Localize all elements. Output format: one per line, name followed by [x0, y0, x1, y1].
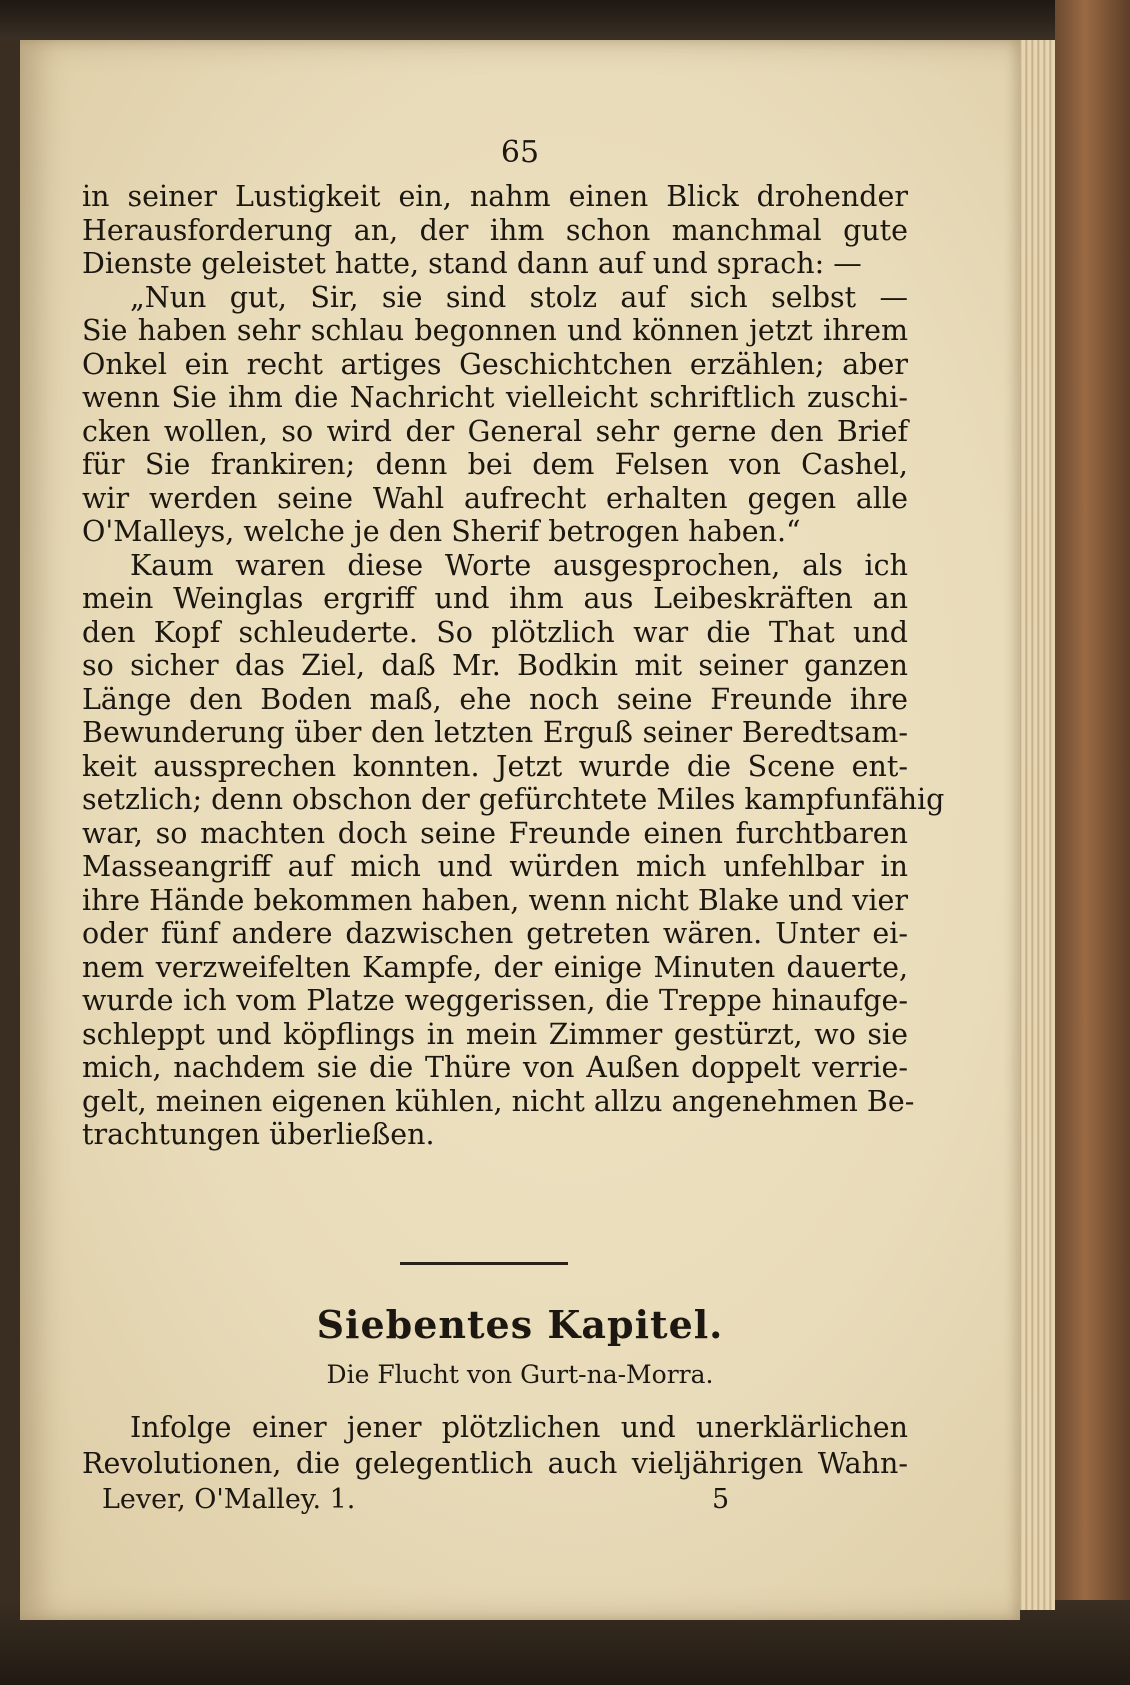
- text-line: wir werden seine Wahl aufrecht erhalten gegen alle: [82, 481, 908, 515]
- text-line: „Nun gut, Sir, sie sind stolz auf sich selbst —: [130, 280, 908, 314]
- text-line: O'Malleys, welche je den Sherif betrogen haben.“: [82, 515, 801, 548]
- text-line: Dienste geleistet hatte, stand dann auf und sprach: —: [82, 247, 862, 280]
- chapter-title: Siebentes Kapitel.: [316, 1302, 724, 1347]
- text-line: ihre Hände bekommen haben, wenn nicht Blake und vier: [82, 883, 908, 917]
- page-footer: [102, 1484, 742, 1515]
- text-line: nem verzweifelten Kampfe, der einige Minuten dauerte,: [82, 950, 908, 984]
- book-cover-top: [0, 0, 1130, 40]
- text-line: in seiner Lustigkeit ein, nahm einen Blick drohender: [82, 180, 908, 213]
- text-line: Bewunderung über den letzten Erguß seiner Beredtsam-: [82, 716, 908, 749]
- text-line: Masseangriff auf mich und würden mich unfehlbar in: [82, 850, 908, 883]
- text-line: für Sie frankiren; denn bei dem Felsen von Cashel,: [82, 448, 908, 481]
- text-line: den Kopf schleuderte. So plötzlich war die That und: [82, 615, 908, 649]
- text-line: Revolutionen, die gelegentlich auch vieljährigen Wahn-: [82, 1447, 908, 1480]
- chapter-text: [82, 1410, 908, 1482]
- text-line: Kaum waren diese Worte ausgesprochen, als ich: [130, 548, 908, 582]
- text-line: Herausforderung an, der ihm schon manchmal gute: [82, 213, 908, 247]
- text-line: Infolge einer jener plötzlichen und unerklärlichen: [130, 1411, 908, 1444]
- chapter-subtitle: Die Flucht von Gurt-na-Morra.: [326, 1360, 714, 1389]
- text-line: gelt, meinen eigenen kühlen, nicht allzu angenehmen Be-: [82, 1084, 915, 1118]
- text-line: schleppt und köpflings in mein Zimmer gestürzt, wo sie: [82, 1017, 908, 1051]
- text-line: Sie haben sehr schlau begonnen und können jetzt ihrem: [82, 314, 908, 347]
- text-line: wenn Sie ihm die Nachricht vielleicht schriftlich zuschi-: [82, 381, 908, 414]
- signature-mark: 5: [712, 1484, 730, 1515]
- text-line: mich, nachdem sie die Thüre von Außen doppelt verrie-: [82, 1051, 908, 1084]
- text-line: so sicher das Ziel, daß Mr. Bodkin mit seiner ganzen: [82, 649, 908, 682]
- book-cover-right: [1055, 0, 1130, 1685]
- text-line: oder fünf andere dazwischen getreten wären. Unter ei-: [82, 917, 908, 950]
- book-page: [20, 40, 1020, 1620]
- text-line: keit aussprechen konnten. Jetzt wurde die Scene ent-: [82, 749, 908, 783]
- chapter-divider: [400, 1262, 568, 1265]
- text-line: mein Weinglas ergriff und ihm aus Leibeskräften an: [82, 582, 908, 615]
- text-line: wurde ich vom Platze weggerissen, die Treppe hinaufge-: [82, 984, 908, 1017]
- text-line: cken wollen, so wird der General sehr gerne den Brief: [82, 414, 908, 448]
- page-number: 65: [500, 135, 540, 170]
- text-line: trachtungen überließen.: [82, 1118, 435, 1151]
- text-line: setzlich; denn obschon der gefürchtete Miles kampfunfähig: [82, 783, 945, 816]
- text-line: Onkel ein recht artiges Geschichtchen erzählen; aber: [82, 347, 908, 381]
- text-line: war, so machten doch seine Freunde einen furchtbaren: [82, 816, 908, 850]
- footer-book-reference: Lever, O'Malley. 1.: [102, 1484, 356, 1515]
- body-text: [82, 180, 945, 1152]
- text-line: Länge den Boden maß, ehe noch seine Freunde ihre: [82, 682, 908, 716]
